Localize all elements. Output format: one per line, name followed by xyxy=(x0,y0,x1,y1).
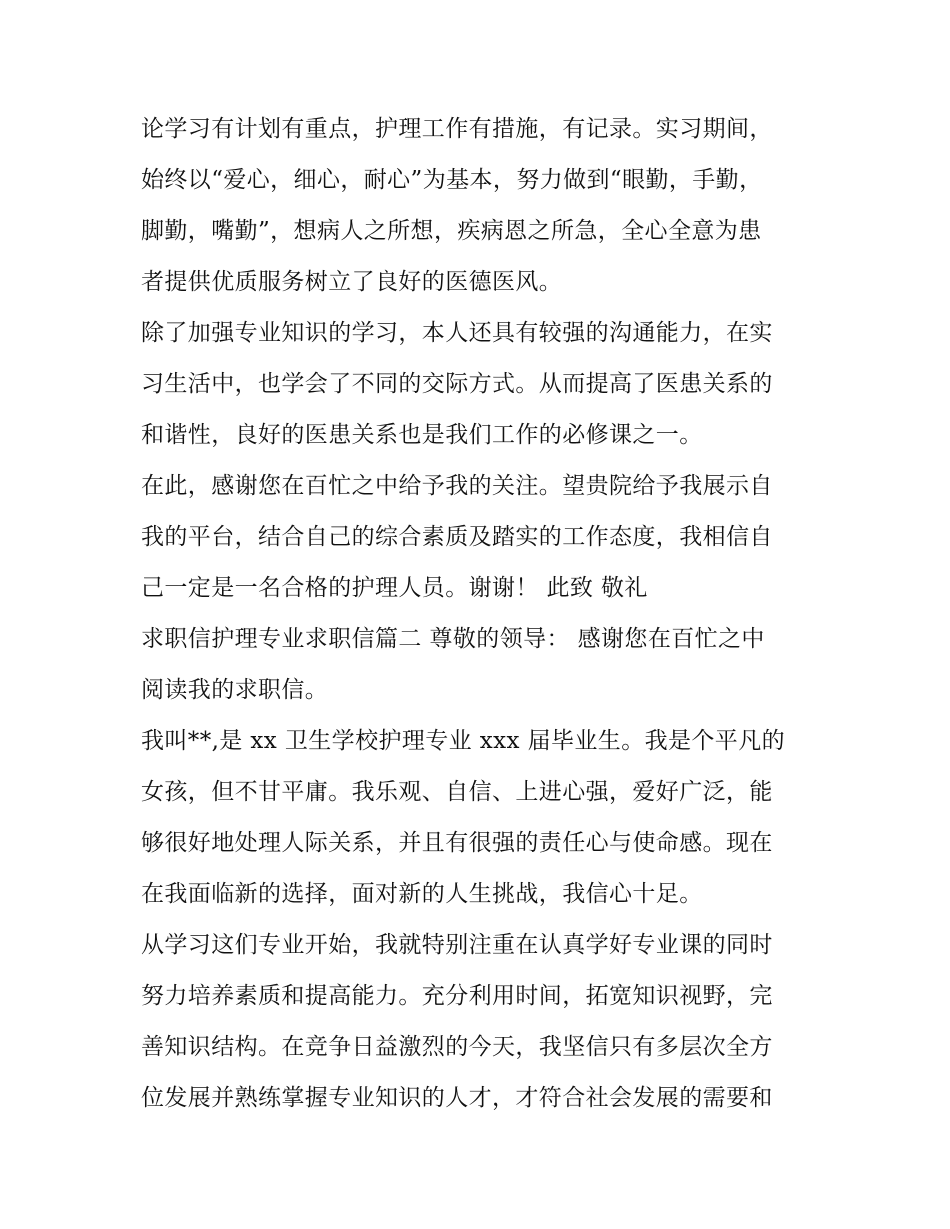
text-line-1: 论学习有计划有重点，护理工作有措施，有记录。实习期间， xyxy=(141,116,773,142)
text-line-12: 阅读我的求职信。 xyxy=(141,677,329,703)
text-line-17: 从学习这们专业开始，我就特别注重在认真学好专业课的同时 xyxy=(141,932,773,958)
text-line-3: 脚勤，嘴勤”，想病人之所想，疾病恩之所急，全心全意为患 xyxy=(141,218,762,244)
text-line-14: 女孩，但不甘平庸。我乐观、自信、上进心强，爱好广泛，能 xyxy=(141,779,773,805)
text-line-6: 习生活中，也学会了不同的交际方式。从而提高了医患关系的 xyxy=(141,371,773,397)
text-line-13: 我叫**,是 xx 卫生学校护理专业 xxx 届毕业生。我是个平凡的 xyxy=(141,728,786,754)
text-line-10: 己一定是一名合格的护理人员。谢谢！ 此致 敬礼 xyxy=(141,575,648,601)
text-line-9: 我的平台，结合自己的综合素质及踏实的工作态度，我相信自 xyxy=(141,524,773,550)
text-line-20: 位发展并熟练掌握专业知识的人才，才符合社会发展的需要和 xyxy=(141,1085,773,1111)
text-line-7: 和谐性，良好的医患关系也是我们工作的必修课之一。 xyxy=(141,422,703,448)
text-line-2: 始终以“爱心，细心，耐心”为基本，努力做到“眼勤，手勤， xyxy=(141,167,763,193)
text-line-4: 者提供优质服务树立了良好的医德医风。 xyxy=(141,269,563,295)
text-line-19: 善知识结构。在竞争日益激烈的今天，我坚信只有多层次全方 xyxy=(141,1034,773,1060)
text-line-16: 在我面临新的选择，面对新的人生挑战，我信心十足。 xyxy=(141,881,703,907)
text-line-15: 够很好地处理人际关系，并且有很强的责任心与使命感。现在 xyxy=(141,830,773,856)
text-line-8: 在此，感谢您在百忙之中给予我的关注。望贵院给予我展示自 xyxy=(141,473,773,499)
text-line-11: 求职信护理专业求职信篇二 尊敬的领导： 感谢您在百忙之中 xyxy=(141,626,765,652)
text-line-18: 努力培养素质和提高能力。充分利用时间，拓宽知识视野，完 xyxy=(141,983,773,1009)
text-line-5: 除了加强专业知识的学习，本人还具有较强的沟通能力，在实 xyxy=(141,320,773,346)
body-text xyxy=(141,104,821,1124)
